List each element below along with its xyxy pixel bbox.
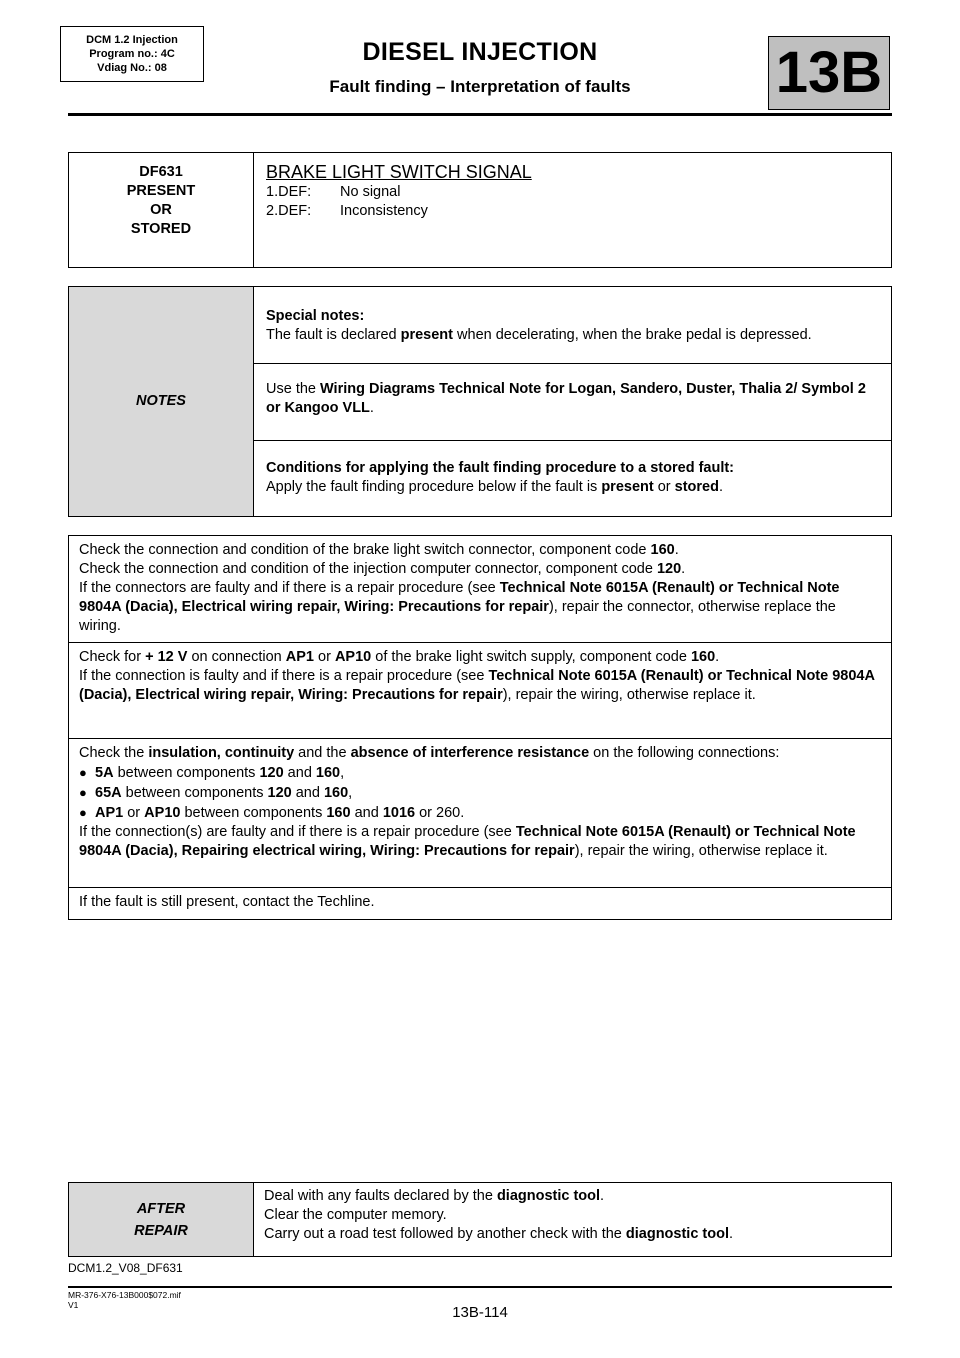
dcm-line-program: Program no.: 4C xyxy=(89,48,175,60)
document-reference: DCM1.2_V08_DF631 xyxy=(68,1261,183,1275)
def-text: No signal xyxy=(340,184,401,200)
dcm-line-injection: DCM 1.2 Injection xyxy=(86,34,178,46)
fault-status-present: PRESENT xyxy=(126,183,196,199)
fault-status-stored: STORED xyxy=(130,221,192,237)
conditions-text: Apply the fault finding procedure below if the fault is present or stored. xyxy=(266,479,724,495)
after-repair-label: AFTER REPAIR xyxy=(69,1183,254,1257)
fault-title: BRAKE LIGHT SWITCH SIGNAL xyxy=(266,162,532,182)
fault-def-1 xyxy=(266,183,879,202)
after-repair-table xyxy=(68,1182,892,1257)
page-subtitle: Fault finding – Interpretation of faults xyxy=(329,77,631,96)
conditions-cell xyxy=(254,441,892,517)
special-notes-heading: Special notes: xyxy=(266,308,365,324)
procedure-step-supply: Check for + 12 V on connection AP1 or AP10 of the brake light switch supply, component code 160. If the connection is faulty and if there is a repair procedure (see Technical Note 6015A (Renault) or Technical Note 9804A (Dacia), Electrical wiring repair, Wiring: Precautions for repair), repair the wiring, otherwise replace it. xyxy=(69,643,892,739)
list-item: ● 5A between components 120 and 160, xyxy=(79,765,345,781)
procedure-step-techline: If the fault is still present, contact the Techline. xyxy=(69,888,892,920)
fault-code: DF631 xyxy=(139,164,183,180)
fault-status-or: OR xyxy=(150,202,172,218)
page-number: 13B-114 xyxy=(452,1304,508,1321)
fault-code-cell xyxy=(69,153,254,268)
conditions-heading: Conditions for applying the fault finding procedure to a stored fault: xyxy=(266,460,735,476)
header-divider xyxy=(68,113,892,116)
notes-table xyxy=(68,286,892,517)
procedure-step-connectors: Check the connection and condition of the brake light switch connector, component code 160. Check the connection and condition of the injection computer connector, component code 120. If the connectors are faulty and if there is a repair procedure (see Technical Note 6015A (Renault) or Technical Note 9804A (Dacia), Electrical wiring repair, Wiring: Precautions for repair), repair the connector, otherwise replace the wiring. xyxy=(69,536,892,643)
fault-title-cell xyxy=(254,153,892,268)
procedure-step-insulation: Check the insulation, continuity and the absence of interference resistance on the following connections: ● 5A between components 120 and 160, ● 65A between components 120 and 160, ● AP1 or AP10 between components 160 and 1016 or 260. If the connection(s) are faulty and if there is a repair procedure (see Technical Note 6015A (Renault) or Technical Note 9804A (Dacia), Repairing electrical wiring, Wiring: Precautions for repair), repair the wiring, otherwise replace it. xyxy=(69,739,892,888)
fault-def-2 xyxy=(266,202,879,221)
fault-table xyxy=(68,152,892,268)
bullet-icon: ● xyxy=(79,765,87,780)
footer-divider xyxy=(68,1286,892,1288)
notes-label: NOTES xyxy=(69,287,254,517)
list-item: ● 65A between components 120 and 160, xyxy=(79,785,353,801)
special-notes-text: The fault is declared present when decelerating, when the brake pedal is depressed. xyxy=(266,327,812,343)
procedure-table xyxy=(68,535,892,920)
special-notes-cell xyxy=(254,287,892,364)
def-code: 2.DEF: xyxy=(266,203,312,219)
page-title: DIESEL INJECTION xyxy=(362,38,598,66)
mif-code: MR-376-X76-13B000$072.mif xyxy=(68,1290,181,1300)
bullet-icon: ● xyxy=(79,785,87,800)
def-code: 1.DEF: xyxy=(266,184,312,200)
wiring-diagram-cell: Use the Wiring Diagrams Technical Note for Logan, Sandero, Duster, Thalia 2/ Symbol 2 or Kangoo VLL. xyxy=(254,364,892,441)
dcm-line-vdiag: Vdiag No.: 08 xyxy=(97,62,167,74)
list-item: ● AP1 or AP10 between components 160 and 1016 or 260. xyxy=(79,805,465,821)
after-repair-cell: Deal with any faults declared by the diagnostic tool. Clear the computer memory. Carry out a road test followed by another check with the diagnostic tool. xyxy=(254,1183,892,1257)
bullet-icon: ● xyxy=(79,805,87,820)
def-text: Inconsistency xyxy=(340,203,428,219)
version-code: V1 xyxy=(68,1300,79,1310)
section-badge: 13B xyxy=(768,36,890,110)
